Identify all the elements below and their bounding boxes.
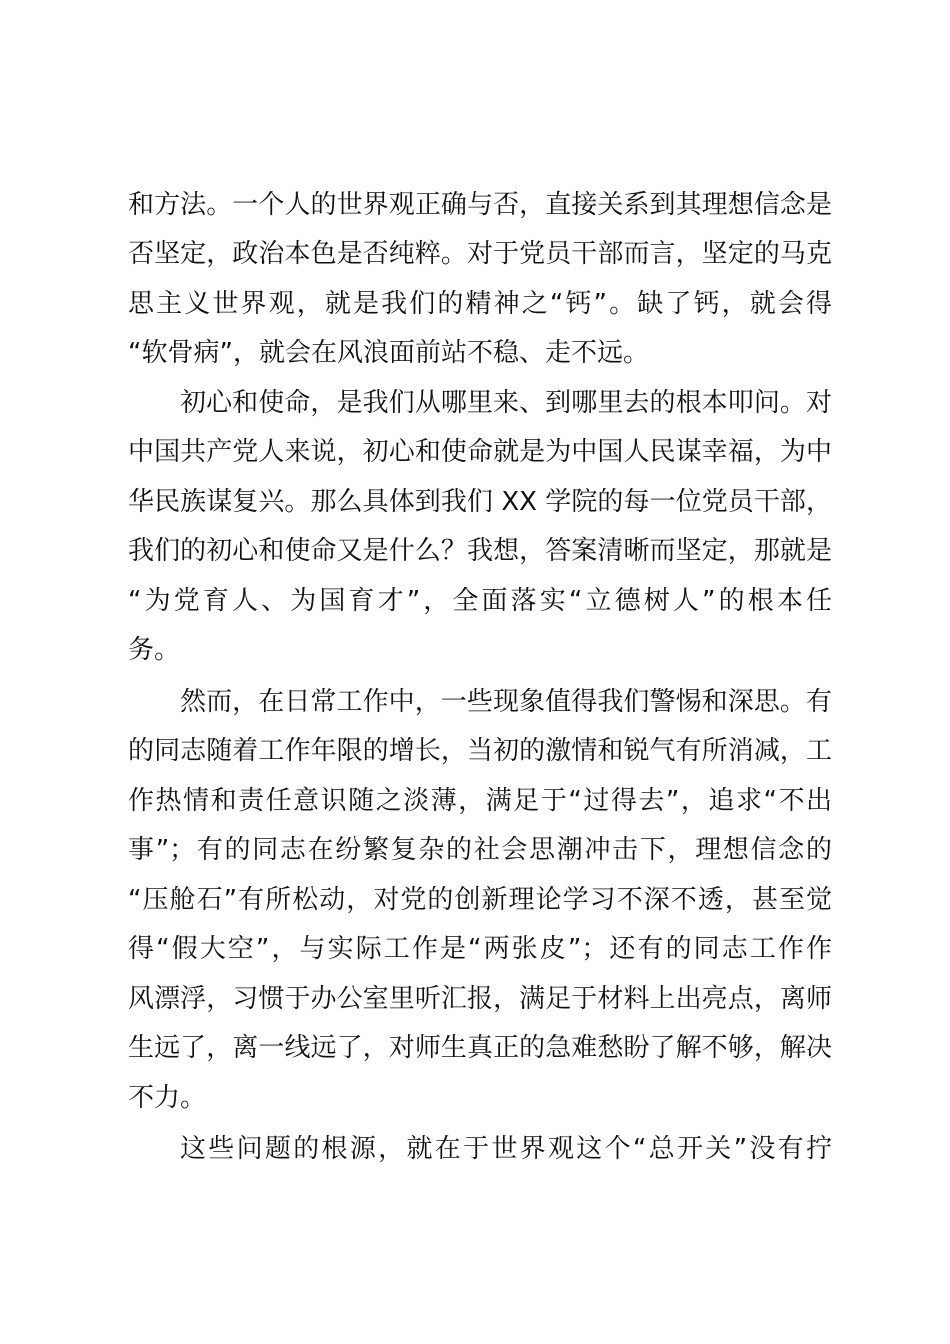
paragraph-start-line: 然而，在日常工作中，一些现象值得我们警惕和深思。有 xyxy=(180,687,832,717)
text-line: 生远了，离一线远了，对师生真正的急难愁盼了解不够，解决 xyxy=(128,1033,832,1063)
paragraph-start-line: 这些问题的根源，就在于世界观这个“总开关”没有拧 xyxy=(180,1134,832,1164)
text-line: “压舱石”有所松动，对党的创新理论学习不深不透，甚至觉 xyxy=(128,885,832,915)
text-line: 风漂浮，习惯于办公室里听汇报，满足于材料上出亮点，离师 xyxy=(128,984,832,1014)
text-line: 我们的初心和使命又是什么？我想，答案清晰而坚定，那就是 xyxy=(128,536,832,566)
text-line: 思主义世界观，就是我们的精神之“钙”。缺了钙，就会得 xyxy=(128,289,832,319)
text-line: “为党育人、为国育才”，全面落实“立德树人”的根本任 xyxy=(128,586,832,616)
text-line: 务。 xyxy=(128,635,181,665)
paragraph-start-line: 初心和使命，是我们从哪里来、到哪里去的根本叩问。对 xyxy=(180,388,832,418)
text-line: 事”；有的同志在纷繁复杂的社会思潮冲击下，理想信念的 xyxy=(128,835,832,865)
text-line: 作热情和责任意识随之淡薄，满足于“过得去”，追求“不出 xyxy=(128,786,832,816)
text-line: “软骨病”，就会在风浪面前站不稳、走不远。 xyxy=(128,338,649,368)
text-line: 不力。 xyxy=(128,1083,207,1113)
text-line: 的同志随着工作年限的增长，当初的激情和锐气有所消减，工 xyxy=(128,736,832,766)
text-line: 中国共产党人来说，初心和使命就是为中国人民谋幸福，为中 xyxy=(128,437,832,467)
text-line: 否坚定，政治本色是否纯粹。对于党员干部而言，坚定的马克 xyxy=(128,239,832,269)
text-line: 华民族谋复兴。那么具体到我们 XX 学院的每一位党员干部， xyxy=(128,487,832,517)
text-line: 和方法。一个人的世界观正确与否，直接关系到其理想信念是 xyxy=(128,190,832,220)
text-line: 得“假大空”，与实际工作是“两张皮”；还有的同志工作作 xyxy=(128,934,832,964)
